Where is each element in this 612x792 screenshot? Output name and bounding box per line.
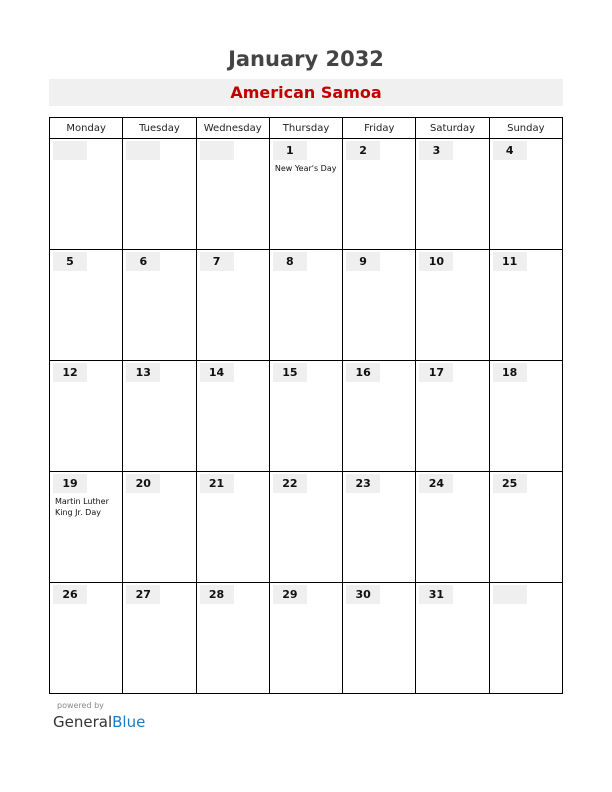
day-cell: [123, 139, 196, 250]
day-number: 21: [200, 474, 234, 493]
day-cell: [416, 472, 489, 583]
day-number: 1: [273, 141, 307, 160]
day-number: 23: [346, 474, 380, 493]
day-cell: [489, 472, 562, 583]
week-row: [50, 250, 563, 361]
day-cell: [343, 472, 416, 583]
day-cell: [50, 361, 123, 472]
day-cell: [416, 250, 489, 361]
weekday-thursday: Thursday: [269, 118, 342, 139]
day-number: [493, 585, 527, 604]
weekday-header-row: [50, 118, 563, 139]
holiday-label: Martin Luther King Jr. Day: [55, 497, 109, 517]
region-name: American Samoa: [230, 83, 382, 102]
day-number: [53, 141, 87, 160]
week-row: [50, 139, 563, 250]
day-number: 24: [419, 474, 453, 493]
day-cell: [269, 139, 342, 250]
day-number: 4: [493, 141, 527, 160]
day-cell: [50, 583, 123, 694]
day-cell: [416, 139, 489, 250]
day-cell: [416, 583, 489, 694]
weekday-monday: Monday: [50, 118, 123, 139]
day-number: [126, 141, 160, 160]
day-number: 19: [53, 474, 87, 493]
day-cell: [489, 583, 562, 694]
calendar-title: January 2032: [228, 47, 384, 71]
day-cell: [489, 250, 562, 361]
day-number: 3: [419, 141, 453, 160]
day-cell: [196, 250, 269, 361]
day-cell: [50, 139, 123, 250]
day-cell: [196, 139, 269, 250]
day-number: 6: [126, 252, 160, 271]
day-cell: [196, 472, 269, 583]
day-cell: [343, 583, 416, 694]
day-cell: [50, 472, 123, 583]
day-number: 11: [493, 252, 527, 271]
generalblue-logo[interactable]: [53, 713, 145, 731]
brand-blue-text: Blue: [112, 713, 146, 731]
day-number: 9: [346, 252, 380, 271]
day-cell: [196, 583, 269, 694]
day-number: 7: [200, 252, 234, 271]
weekday-wednesday: Wednesday: [196, 118, 269, 139]
day-number: 13: [126, 363, 160, 382]
powered-by-label: powered by: [57, 701, 104, 710]
day-number: 15: [273, 363, 307, 382]
day-number: 20: [126, 474, 160, 493]
day-cell: [343, 361, 416, 472]
week-row: [50, 361, 563, 472]
week-row: [50, 472, 563, 583]
holiday-label: New Year's Day: [274, 164, 337, 173]
weekday-saturday: Saturday: [416, 118, 489, 139]
week-row: [50, 583, 563, 694]
day-number: 29: [273, 585, 307, 604]
day-cell: [489, 139, 562, 250]
day-cell: [269, 583, 342, 694]
day-number: 31: [419, 585, 453, 604]
day-number: 8: [273, 252, 307, 271]
day-cell: [123, 472, 196, 583]
day-number: 5: [53, 252, 87, 271]
day-number: 27: [126, 585, 160, 604]
day-cell: [343, 139, 416, 250]
weekday-sunday: Sunday: [489, 118, 562, 139]
day-cell: [123, 250, 196, 361]
day-number: 17: [419, 363, 453, 382]
day-number: 28: [200, 585, 234, 604]
day-cell: [196, 361, 269, 472]
day-cell: [269, 250, 342, 361]
day-number: 16: [346, 363, 380, 382]
day-number: 25: [493, 474, 527, 493]
day-number: 12: [53, 363, 87, 382]
brand-general-text: General: [53, 713, 113, 731]
region-banner: [49, 79, 563, 106]
day-cell: [50, 250, 123, 361]
day-number: 10: [419, 252, 453, 271]
weekday-tuesday: Tuesday: [123, 118, 196, 139]
day-cell: [123, 361, 196, 472]
day-number: 2: [346, 141, 380, 160]
day-number: 18: [493, 363, 527, 382]
calendar-grid: [49, 117, 563, 694]
day-cell: [343, 250, 416, 361]
day-cell: [416, 361, 489, 472]
day-cell: [269, 361, 342, 472]
day-number: 14: [200, 363, 234, 382]
day-number: 30: [346, 585, 380, 604]
day-cell: [269, 472, 342, 583]
calendar-body: [50, 139, 563, 694]
day-cell: [123, 583, 196, 694]
day-number: 22: [273, 474, 307, 493]
day-cell: [489, 361, 562, 472]
weekday-friday: Friday: [343, 118, 416, 139]
day-number: [200, 141, 234, 160]
day-number: 26: [53, 585, 87, 604]
